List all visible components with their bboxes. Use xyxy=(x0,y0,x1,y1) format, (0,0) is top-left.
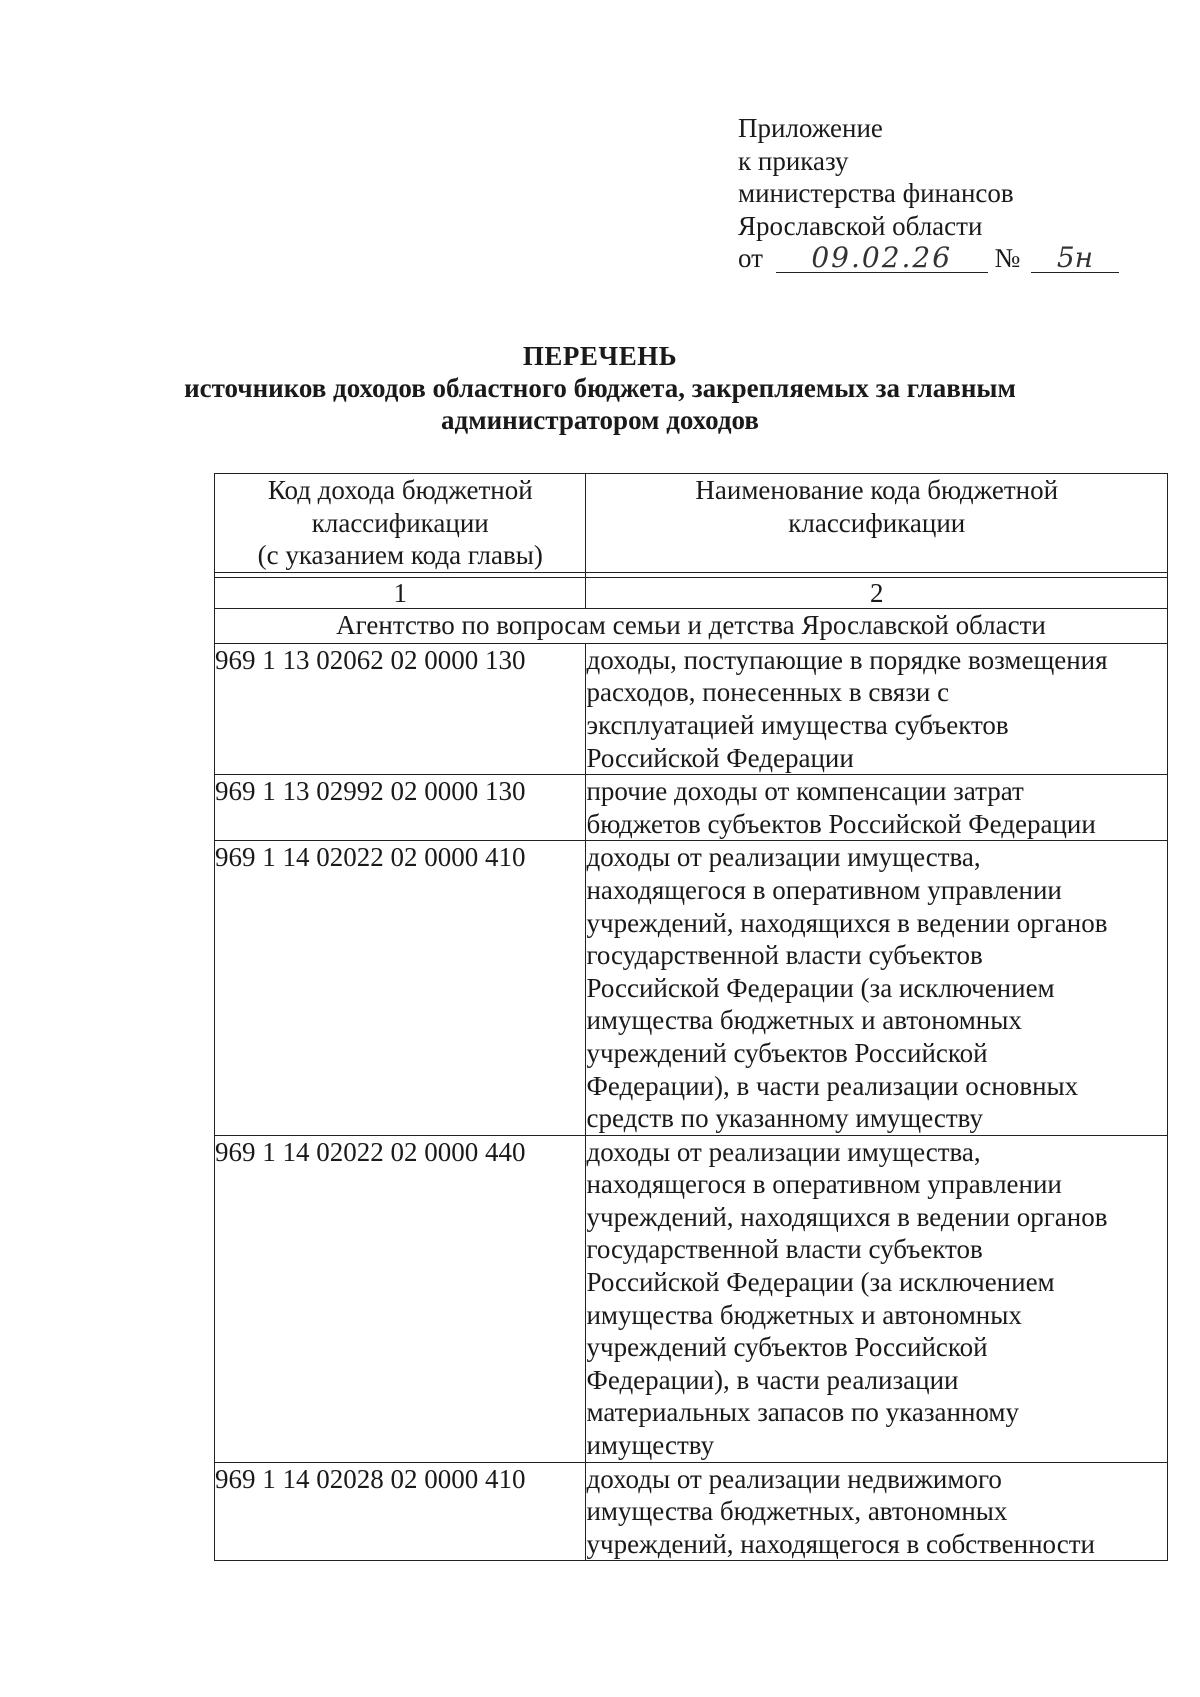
description-line: учреждений, находящихся в ведении органов xyxy=(586,1201,1108,1232)
header-cell-code xyxy=(215,474,586,573)
handwritten-date: 09.02.26 xyxy=(776,244,988,273)
table-row xyxy=(215,1135,1168,1462)
description-line: бюджетов субъектов Российской Федерации xyxy=(586,808,1096,839)
appendix-block xyxy=(738,112,1119,275)
description-line: имущества бюджетных и автономных xyxy=(586,1299,1022,1330)
revenue-code-cell: 969 1 13 02992 02 0000 130 xyxy=(215,775,586,841)
appendix-line: к приказу xyxy=(738,145,849,176)
description-line: учреждений, находящихся в ведении органов xyxy=(586,907,1108,938)
description-line: учреждений, находящегося в собственности xyxy=(586,1528,1095,1559)
description-line: Федерации), в части реализации xyxy=(586,1364,959,1395)
description-line: доходы от реализации имущества, xyxy=(586,842,981,873)
from-label: от xyxy=(738,243,763,273)
description-line: Российской Федерации (за исключением xyxy=(586,972,1055,1003)
table-row xyxy=(215,643,1168,774)
table-header-row xyxy=(215,474,1168,573)
header-line: Код дохода бюджетной xyxy=(267,475,533,505)
header-line: классификации xyxy=(788,507,966,538)
number-label: № xyxy=(994,243,1021,273)
description-line: Российской Федерации xyxy=(586,742,854,773)
header-line: Наименование кода бюджетной xyxy=(695,475,1059,505)
revenue-code-cell: 969 1 14 02028 02 0000 410 xyxy=(215,1462,586,1561)
appendix-line: Ярославской области xyxy=(738,210,983,241)
table-row xyxy=(215,1462,1168,1561)
title-subtitle-line: источников доходов областного бюджета, закрепляемых за главным xyxy=(184,373,1016,403)
description-line: находящегося в оперативном управлении xyxy=(586,1169,1062,1200)
description-line: эксплуатацией имущества субъектов xyxy=(586,709,1009,740)
description-line: имущества бюджетных и автономных xyxy=(586,1005,1022,1036)
document-title xyxy=(0,340,1200,436)
description-line: имуществу xyxy=(586,1430,715,1461)
description-line: учреждений субъектов Российской xyxy=(586,1332,988,1363)
revenue-description-cell xyxy=(586,841,1168,1135)
description-line: расходов, понесенных в связи с xyxy=(586,677,950,708)
revenue-description-cell xyxy=(586,643,1168,774)
description-line: средств по указанному имуществу xyxy=(586,1103,983,1134)
appendix-line: Приложение xyxy=(738,113,883,143)
column-number: 1 xyxy=(215,577,586,608)
agency-name: Агентство по вопросам семьи и детства Ярославской области xyxy=(215,608,1168,643)
description-line: государственной власти субъектов xyxy=(586,1234,983,1265)
column-number: 2 xyxy=(586,577,1168,608)
order-date-number-line xyxy=(738,242,1119,275)
description-line: доходы, поступающие в порядке возмещения xyxy=(586,644,1108,675)
header-line: классификации xyxy=(311,507,489,538)
description-line: доходы от реализации недвижимого xyxy=(586,1463,1002,1494)
revenue-code-cell: 969 1 14 02022 02 0000 410 xyxy=(215,841,586,1135)
description-line: имущества бюджетных, автономных xyxy=(586,1496,1008,1527)
header-line: (с указанием кода главы) xyxy=(257,540,543,571)
description-line: доходы от реализации имущества, xyxy=(586,1136,981,1167)
table-row xyxy=(215,841,1168,1135)
description-line: государственной власти субъектов xyxy=(586,940,983,971)
table-row xyxy=(215,775,1168,841)
handwritten-number: 5н xyxy=(1031,244,1119,273)
description-line: находящегося в оперативном управлении xyxy=(586,874,1062,905)
agency-row xyxy=(215,608,1168,643)
revenue-description-cell xyxy=(586,1462,1168,1561)
table-body xyxy=(215,643,1168,1561)
description-line: Федерации), в части реализации основных xyxy=(586,1070,1079,1101)
appendix-line: министерства финансов xyxy=(738,178,1014,208)
revenue-code-cell: 969 1 14 02022 02 0000 440 xyxy=(215,1135,586,1462)
description-line: прочие доходы от компенсации затрат xyxy=(586,776,1024,807)
description-line: материальных запасов по указанному xyxy=(586,1397,1019,1428)
revenue-description-cell xyxy=(586,775,1168,841)
header-cell-name xyxy=(586,474,1168,573)
title-subtitle-line: администратором доходов xyxy=(441,405,759,435)
revenue-code-cell: 969 1 13 02062 02 0000 130 xyxy=(215,643,586,774)
revenue-sources-table xyxy=(214,473,1168,1561)
description-line: Российской Федерации (за исключением xyxy=(586,1267,1055,1298)
revenue-description-cell xyxy=(586,1135,1168,1462)
column-number-row xyxy=(215,577,1168,608)
description-line: учреждений субъектов Российской xyxy=(586,1037,988,1068)
title-heading: ПЕРЕЧЕНЬ xyxy=(522,341,678,371)
